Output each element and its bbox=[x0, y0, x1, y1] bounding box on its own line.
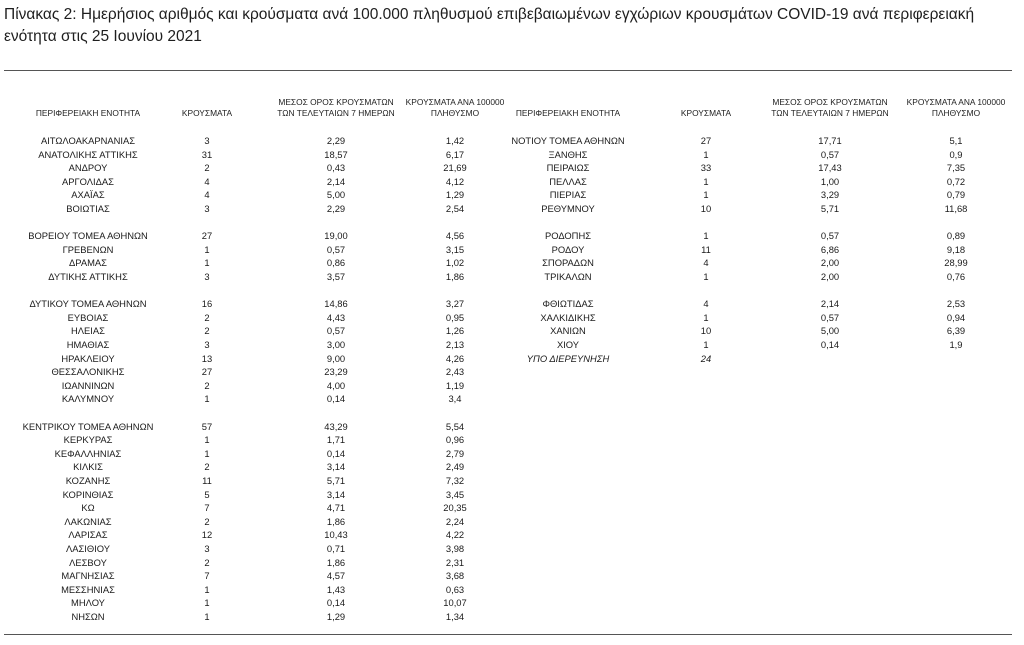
region-name: ΜΕΣΣΗΝΙΑΣ bbox=[61, 583, 115, 595]
avg-7-days: 0,14 bbox=[326, 447, 346, 459]
cases-per-100k: 3,68 bbox=[445, 570, 465, 582]
right-header-cases: ΚΡΟΥΣΜΑΤΑ bbox=[680, 108, 732, 118]
case-count: 2 bbox=[204, 311, 210, 323]
avg-7-days: 3,14 bbox=[326, 461, 346, 473]
avg-7-days: 43,29 bbox=[324, 420, 348, 432]
avg-7-days: 3,29 bbox=[820, 189, 840, 201]
avg-7-days: 2,00 bbox=[820, 271, 840, 282]
cases-per-100k: 2,53 bbox=[946, 298, 966, 310]
cases-per-100k: 2,31 bbox=[445, 556, 465, 568]
region-name: ΚΩ bbox=[81, 502, 95, 514]
cases-per-100k bbox=[901, 352, 1011, 366]
avg-7-days: 23,29 bbox=[324, 366, 348, 378]
avg-7-days: 18,57 bbox=[324, 148, 348, 160]
cases-per-100k: 6,39 bbox=[946, 325, 966, 337]
cases-per-100k: 1,34 bbox=[445, 611, 465, 622]
case-count: 3 bbox=[204, 203, 210, 214]
avg-7-days: 1,86 bbox=[326, 515, 346, 527]
region-name: ΠΕΙΡΑΙΩΣ bbox=[546, 162, 590, 174]
avg-7-days: 17,71 bbox=[818, 135, 842, 146]
avg-7-days: 0,86 bbox=[326, 257, 346, 269]
cases-per-100k: 2,13 bbox=[445, 339, 465, 350]
region-name: ΑΧΑΪΑΣ bbox=[71, 189, 105, 201]
avg-7-days: 0,57 bbox=[820, 148, 840, 160]
region-name: ΚΙΛΚΙΣ bbox=[73, 461, 103, 473]
avg-7-days: 5,71 bbox=[820, 203, 840, 214]
cases-per-100k: 2,49 bbox=[445, 461, 465, 473]
region-name: ΚΕΝΤΡΙΚΟΥ ΤΟΜΕΑ ΑΘΗΝΩΝ bbox=[22, 420, 154, 432]
left-header-region: ΠΕΡΙΦΕΡΕΙΑΚΗ ΕΝΟΤΗΤΑ bbox=[35, 108, 141, 118]
avg-7-days: 1,00 bbox=[820, 175, 840, 187]
cases-per-100k: 6,17 bbox=[445, 148, 465, 160]
case-count: 1 bbox=[703, 189, 709, 201]
case-count: 1 bbox=[204, 597, 210, 609]
cases-per-100k: 4,56 bbox=[445, 230, 465, 242]
case-count: 2 bbox=[204, 461, 210, 473]
avg-7-days: 17,43 bbox=[818, 162, 842, 174]
region-name: ΑΝΔΡΟΥ bbox=[68, 162, 108, 174]
cases-per-100k: 7,35 bbox=[946, 162, 966, 174]
case-count: 1 bbox=[204, 243, 210, 255]
region-name: ΝΗΣΩΝ bbox=[71, 611, 105, 622]
cases-per-100k: 2,43 bbox=[445, 366, 465, 378]
page-title: Πίνακας 2: Ημερήσιος αριθμός και κρούσματα ανά 100.000 πληθυσμού επιβεβαιωμένων εγχώριων κρουσμάτων COVID-19 ανά περιφερειακή ενότητα στις 25 Ιουνίου 2021 bbox=[4, 6, 975, 45]
avg-7-days: 6,86 bbox=[820, 243, 840, 255]
left-header-per-100k: ΚΡΟΥΣΜΑΤΑ ΑΝΑ 100000 ΠΛΗΘΥΣΜΟ bbox=[405, 97, 505, 118]
cases-per-100k: 2,24 bbox=[445, 515, 465, 527]
avg-7-days: 2,00 bbox=[820, 257, 840, 269]
region-name: ΠΙΕΡΙΑΣ bbox=[549, 189, 587, 201]
case-count: 1 bbox=[703, 339, 709, 350]
region-name: ΕΥΒΟΙΑΣ bbox=[67, 311, 109, 323]
cases-per-100k: 1,02 bbox=[445, 257, 465, 269]
case-count: 1 bbox=[204, 583, 210, 595]
region-name: ΧΑΝΙΩΝ bbox=[550, 325, 586, 337]
avg-7-days: 0,14 bbox=[326, 597, 346, 609]
case-count: 10 bbox=[700, 325, 712, 337]
case-count: 2 bbox=[204, 162, 210, 174]
case-count: 1 bbox=[703, 175, 709, 187]
case-count: 2 bbox=[204, 325, 210, 337]
case-count: 4 bbox=[204, 175, 210, 187]
avg-7-days: 4,57 bbox=[326, 570, 346, 582]
cases-per-100k: 0,95 bbox=[445, 311, 465, 323]
cases-per-100k: 0,72 bbox=[946, 175, 966, 187]
right-header-avg-7-days: ΜΕΣΟΣ ΟΡΟΣ ΚΡΟΥΣΜΑΤΩΝ ΤΩΝ ΤΕΛΕΥΤΑΙΩΝ 7 ΗΜΕΡΩΝ bbox=[771, 97, 889, 118]
avg-7-days: 2,14 bbox=[326, 175, 346, 187]
region-name: ΛΕΣΒΟΥ bbox=[69, 556, 107, 568]
case-count: 31 bbox=[201, 148, 213, 160]
case-count: 57 bbox=[201, 420, 213, 432]
avg-7-days: 1,43 bbox=[326, 583, 346, 595]
region-name: ΜΗΛΟΥ bbox=[71, 597, 105, 609]
region-name: ΜΑΓΝΗΣΙΑΣ bbox=[61, 570, 115, 582]
cases-per-100k: 3,98 bbox=[445, 543, 465, 554]
case-count: 4 bbox=[204, 189, 210, 201]
avg-7-days: 1,86 bbox=[326, 556, 346, 568]
avg-7-days: 3,00 bbox=[326, 339, 346, 350]
cases-per-100k: 0,89 bbox=[946, 230, 966, 242]
case-count: 3 bbox=[204, 339, 210, 350]
avg-7-days: 0,71 bbox=[326, 543, 346, 554]
avg-7-days: 3,14 bbox=[326, 488, 346, 500]
case-count: 1 bbox=[204, 434, 210, 446]
region-name: ΛΑΡΙΣΑΣ bbox=[68, 529, 108, 541]
case-count: 12 bbox=[201, 529, 213, 541]
case-count: 11 bbox=[202, 475, 212, 486]
case-count: 24 bbox=[700, 352, 712, 364]
case-count: 27 bbox=[201, 230, 213, 242]
table-bottom-rule bbox=[4, 634, 1012, 635]
cases-per-100k: 28,99 bbox=[944, 257, 968, 269]
table-top-rule bbox=[4, 70, 1012, 71]
left-header-avg-7-days: ΜΕΣΟΣ ΟΡΟΣ ΚΡΟΥΣΜΑΤΩΝ ΤΩΝ ΤΕΛΕΥΤΑΙΩΝ 7 ΗΜΕΡΩΝ bbox=[277, 97, 395, 118]
avg-7-days: 3,57 bbox=[326, 271, 346, 282]
region-name: ΙΩΑΝΝΙΝΩΝ bbox=[61, 379, 115, 391]
right-header-region: ΠΕΡΙΦΕΡΕΙΑΚΗ ΕΝΟΤΗΤΑ bbox=[515, 108, 621, 118]
cases-per-100k: 1,9 bbox=[949, 339, 963, 350]
region-name: ΘΕΣΣΑΛΟΝΙΚΗΣ bbox=[51, 366, 125, 378]
region-name: ΡΟΔΟΥ bbox=[551, 243, 585, 255]
cases-per-100k: 21,69 bbox=[443, 162, 467, 174]
case-count: 7 bbox=[204, 502, 210, 514]
region-name: ΞΑΝΘΗΣ bbox=[548, 148, 588, 160]
case-count: 7 bbox=[204, 570, 210, 582]
avg-7-days: 0,57 bbox=[326, 243, 346, 255]
cases-per-100k: 0,9 bbox=[949, 148, 963, 160]
avg-7-days bbox=[775, 352, 885, 366]
case-count: 3 bbox=[204, 135, 210, 146]
region-name: ΑΝΑΤΟΛΙΚΗΣ ΑΤΤΙΚΗΣ bbox=[38, 148, 138, 160]
avg-7-days: 10,43 bbox=[324, 529, 348, 541]
case-count: 16 bbox=[201, 298, 213, 310]
case-count: 1 bbox=[703, 230, 709, 242]
case-count: 2 bbox=[204, 379, 210, 391]
cases-per-100k: 3,15 bbox=[445, 243, 465, 255]
case-count: 1 bbox=[204, 393, 210, 405]
region-name: ΛΑΣΙΘΙΟΥ bbox=[65, 543, 111, 554]
avg-7-days: 19,00 bbox=[324, 230, 348, 242]
case-count: 1 bbox=[703, 271, 709, 282]
cases-per-100k: 7,32 bbox=[445, 475, 465, 486]
region-name: ΡΟΔΟΠΗΣ bbox=[544, 230, 592, 242]
region-name: ΓΡΕΒΕΝΩΝ bbox=[62, 243, 114, 255]
avg-7-days: 0,57 bbox=[820, 230, 840, 242]
avg-7-days: 4,00 bbox=[326, 379, 346, 391]
avg-7-days: 1,71 bbox=[326, 434, 346, 446]
cases-per-100k: 3,27 bbox=[445, 298, 465, 310]
region-name: ΑΙΤΩΛΟΑΚΑΡΝΑΝΙΑΣ bbox=[40, 135, 136, 146]
case-count: 3 bbox=[204, 271, 210, 282]
case-count: 2 bbox=[204, 556, 210, 568]
cases-per-100k: 20,35 bbox=[443, 502, 467, 514]
cases-per-100k: 3,45 bbox=[445, 488, 465, 500]
region-name: ΗΛΕΙΑΣ bbox=[71, 325, 105, 337]
avg-7-days: 5,00 bbox=[820, 325, 840, 337]
cases-per-100k: 10,07 bbox=[443, 597, 467, 609]
avg-7-days: 2,14 bbox=[820, 298, 840, 310]
region-name: ΗΜΑΘΙΑΣ bbox=[66, 339, 110, 350]
cases-per-100k: 0,76 bbox=[946, 271, 966, 282]
cases-per-100k: 3,4 bbox=[448, 393, 462, 405]
left-header-cases: ΚΡΟΥΣΜΑΤΑ bbox=[181, 108, 233, 118]
cases-per-100k: 0,79 bbox=[946, 189, 966, 201]
region-name: ΚΑΛΥΜΝΟΥ bbox=[61, 393, 115, 405]
avg-7-days: 5,71 bbox=[326, 475, 346, 486]
region-name: ΧΙΟΥ bbox=[556, 339, 580, 350]
avg-7-days: 0,57 bbox=[326, 325, 346, 337]
avg-7-days: 2,29 bbox=[326, 135, 346, 146]
region-name: ΤΡΙΚΑΛΩΝ bbox=[544, 271, 592, 282]
cases-per-100k: 4,22 bbox=[445, 529, 465, 541]
case-count: 1 bbox=[204, 257, 210, 269]
region-name: ΚΕΦΑΛΛΗΝΙΑΣ bbox=[54, 447, 122, 459]
region-name: ΗΡΑΚΛΕΙΟΥ bbox=[61, 352, 115, 364]
case-count: 1 bbox=[703, 148, 709, 160]
avg-7-days: 5,00 bbox=[326, 189, 346, 201]
case-count: 27 bbox=[201, 366, 213, 378]
region-name: ΛΑΚΩΝΙΑΣ bbox=[64, 515, 112, 527]
cases-per-100k: 0,94 bbox=[946, 311, 966, 323]
region-name: ΠΕΛΛΑΣ bbox=[549, 175, 587, 187]
cases-per-100k: 1,42 bbox=[445, 135, 465, 146]
case-count: 4 bbox=[703, 298, 709, 310]
region-name: ΦΘΙΩΤΙΔΑΣ bbox=[542, 298, 594, 310]
region-name: ΡΕΘΥΜΝΟΥ bbox=[541, 203, 595, 214]
case-count: 3 bbox=[204, 543, 210, 554]
region-name: ΥΠΟ ΔΙΕΡΕΥΝΗΣΗ bbox=[526, 352, 610, 364]
avg-7-days: 9,00 bbox=[326, 352, 346, 364]
region-name: ΣΠΟΡΑΔΩΝ bbox=[542, 257, 594, 269]
cases-per-100k: 1,19 bbox=[445, 379, 465, 391]
cases-per-100k: 1,29 bbox=[445, 189, 465, 201]
case-count: 10 bbox=[700, 203, 712, 214]
cases-per-100k: 1,26 bbox=[445, 325, 465, 337]
case-count: 13 bbox=[201, 352, 213, 364]
cases-per-100k: 4,12 bbox=[445, 175, 465, 187]
avg-7-days: 4,43 bbox=[326, 311, 346, 323]
case-count: 33 bbox=[700, 162, 712, 174]
case-count: 2 bbox=[204, 515, 210, 527]
cases-per-100k: 2,79 bbox=[445, 447, 465, 459]
cases-per-100k: 9,18 bbox=[946, 243, 966, 255]
cases-per-100k: 11,68 bbox=[944, 203, 968, 214]
avg-7-days: 0,14 bbox=[326, 393, 346, 405]
region-name: ΝΟΤΙΟΥ ΤΟΜΕΑ ΑΘΗΝΩΝ bbox=[511, 135, 625, 146]
case-count: 1 bbox=[204, 447, 210, 459]
cases-per-100k: 1,86 bbox=[445, 271, 465, 282]
cases-per-100k: 0,63 bbox=[445, 583, 465, 595]
right-header-per-100k: ΚΡΟΥΣΜΑΤΑ ΑΝΑ 100000 ΠΛΗΘΥΣΜΟ bbox=[906, 97, 1006, 118]
avg-7-days: 0,14 bbox=[820, 339, 840, 350]
region-name: ΚΟΖΑΝΗΣ bbox=[65, 475, 111, 486]
avg-7-days: 4,71 bbox=[326, 502, 346, 514]
cases-per-100k: 4,26 bbox=[445, 352, 465, 364]
region-name: ΔΥΤΙΚΟΥ ΤΟΜΕΑ ΑΘΗΝΩΝ bbox=[29, 298, 147, 310]
case-count: 4 bbox=[703, 257, 709, 269]
case-count: 5 bbox=[204, 488, 210, 500]
avg-7-days: 0,43 bbox=[326, 162, 346, 174]
case-count: 27 bbox=[700, 135, 712, 146]
cases-per-100k: 5,54 bbox=[445, 420, 465, 432]
avg-7-days: 14,86 bbox=[324, 298, 348, 310]
avg-7-days: 2,29 bbox=[326, 203, 346, 214]
case-count: 1 bbox=[703, 311, 709, 323]
avg-7-days: 0,57 bbox=[820, 311, 840, 323]
cases-per-100k: 2,54 bbox=[445, 203, 465, 214]
cases-per-100k: 5,1 bbox=[949, 135, 963, 146]
region-name: ΚΕΡΚΥΡΑΣ bbox=[63, 434, 113, 446]
region-name: ΧΑΛΚΙΔΙΚΗΣ bbox=[540, 311, 596, 323]
case-count: 1 bbox=[204, 611, 210, 622]
region-name: ΔΡΑΜΑΣ bbox=[69, 257, 107, 269]
region-name: ΒΟΡΕΙΟΥ ΤΟΜΕΑ ΑΘΗΝΩΝ bbox=[28, 230, 148, 242]
region-name: ΚΟΡΙΝΘΙΑΣ bbox=[62, 488, 114, 500]
case-count: 11 bbox=[701, 243, 711, 255]
avg-7-days: 1,29 bbox=[326, 611, 346, 622]
region-name: ΒΟΙΩΤΙΑΣ bbox=[66, 203, 110, 214]
cases-per-100k: 0,96 bbox=[445, 434, 465, 446]
region-name: ΔΥΤΙΚΗΣ ΑΤΤΙΚΗΣ bbox=[48, 271, 128, 282]
region-name: ΑΡΓΟΛΙΔΑΣ bbox=[62, 175, 114, 187]
